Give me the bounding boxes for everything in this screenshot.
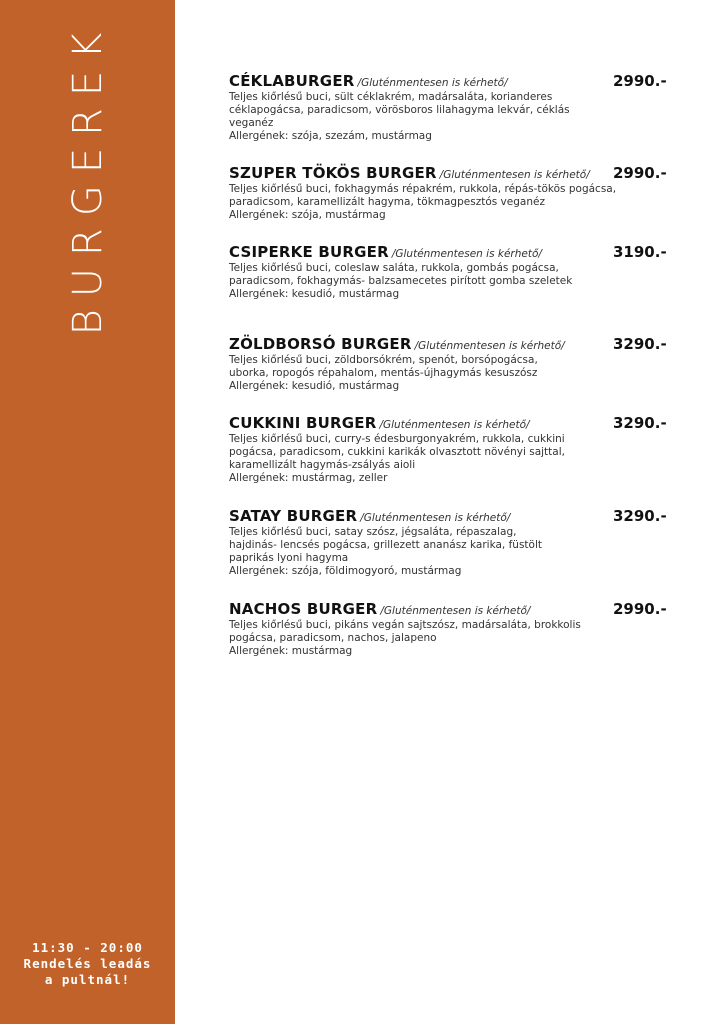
item-allergens: Allergének: kesudió, mustármag — [229, 288, 400, 300]
opening-hours — [0, 940, 175, 988]
item-description: Teljes kiőrlésű buci, sült céklakrém, madársaláta, korianderes céklapogácsa, paradicsom, vörösboros lilahagyma lekvár, céklás veganéz — [229, 91, 570, 129]
item-description: Teljes kiőrlésű buci, satay szósz, jégsaláta, répaszalag, hajdinás- lencsés pogácsa, grillezett ananász karika, füstölt paprikás lyoni hagyma — [229, 526, 542, 564]
gluten-free-note: /Gluténmentesen is kérhető/ — [360, 512, 511, 524]
item-name: SZUPER TÖKÖS BURGER — [229, 164, 437, 182]
item-price: 3290.- — [613, 335, 667, 353]
item-name: CÉKLABURGER — [229, 72, 355, 90]
menu-item — [229, 507, 699, 578]
item-name: CSIPERKE BURGER — [229, 243, 389, 261]
menu-item — [229, 414, 699, 485]
gluten-free-note: /Gluténmentesen is kérhető/ — [414, 340, 565, 352]
item-allergens: Allergének: szója, szezám, mustármag — [229, 130, 432, 142]
gluten-free-note: /Gluténmentesen is kérhető/ — [391, 248, 542, 260]
gluten-free-note: /Gluténmentesen is kérhető/ — [380, 605, 531, 617]
menu-item — [229, 243, 699, 301]
item-price: 2990.- — [613, 164, 667, 182]
item-price: 2990.- — [613, 72, 667, 90]
item-allergens: Allergének: mustármag — [229, 645, 353, 657]
order-note-line: a pultnál! — [44, 972, 131, 987]
sidebar-panel — [0, 0, 175, 1024]
item-name: SATAY BURGER — [229, 507, 358, 525]
item-price: 3290.- — [613, 507, 667, 525]
order-note-line: Rendelés leadás — [23, 956, 152, 971]
item-allergens: Allergének: kesudió, mustármag — [229, 380, 400, 392]
item-allergens: Allergének: szója, földimogyoró, mustármag — [229, 565, 462, 577]
menu-item — [229, 72, 699, 143]
item-description: Teljes kiőrlésű buci, zöldborsókrém, spenót, borsópogácsa, uborka, ropogós répahalom, mentás-újhagymás kesuszósz — [229, 354, 538, 379]
item-allergens: Allergének: szója, mustármag — [229, 209, 386, 221]
item-price: 2990.- — [613, 600, 667, 618]
gluten-free-note: /Gluténmentesen is kérhető/ — [379, 419, 530, 431]
item-name: ZÖLDBORSÓ BURGER — [229, 335, 412, 353]
item-description: Teljes kiőrlésű buci, coleslaw saláta, rukkola, gombás pogácsa, paradicsom, fokhagymás- balzsamecetes pirított gomba szeletek — [229, 262, 573, 287]
item-description: Teljes kiőrlésű buci, curry-s édesburgonyakrém, rukkola, cukkini pogácsa, paradicsom, cukkini karikák olvasztott növényi sajttal, karamellizált hagymás-zsályás aioli — [229, 433, 565, 471]
gluten-free-note: /Gluténmentesen is kérhető/ — [357, 77, 508, 89]
menu-item — [229, 600, 699, 658]
gluten-free-note: /Gluténmentesen is kérhető/ — [439, 169, 590, 181]
menu-item — [229, 335, 699, 393]
item-description: Teljes kiőrlésű buci, pikáns vegán sajtszósz, madársaláta, brokkolis pogácsa, paradicsom, nachos, jalapeno — [229, 619, 581, 644]
section-title: BURGEREK — [65, 20, 111, 336]
hours-line: 11:30 - 20:00 — [32, 940, 143, 955]
item-name: CUKKINI BURGER — [229, 414, 377, 432]
item-name: NACHOS BURGER — [229, 600, 378, 618]
item-price: 3190.- — [613, 243, 667, 261]
item-description: Teljes kiőrlésű buci, fokhagymás répakrém, rukkola, répás-tökös pogácsa, paradicsom, karamellizált hagyma, tökmagpesztós veganéz — [229, 183, 617, 208]
menu-item — [229, 164, 699, 222]
item-price: 3290.- — [613, 414, 667, 432]
item-allergens: Allergének: mustármag, zeller — [229, 472, 388, 484]
